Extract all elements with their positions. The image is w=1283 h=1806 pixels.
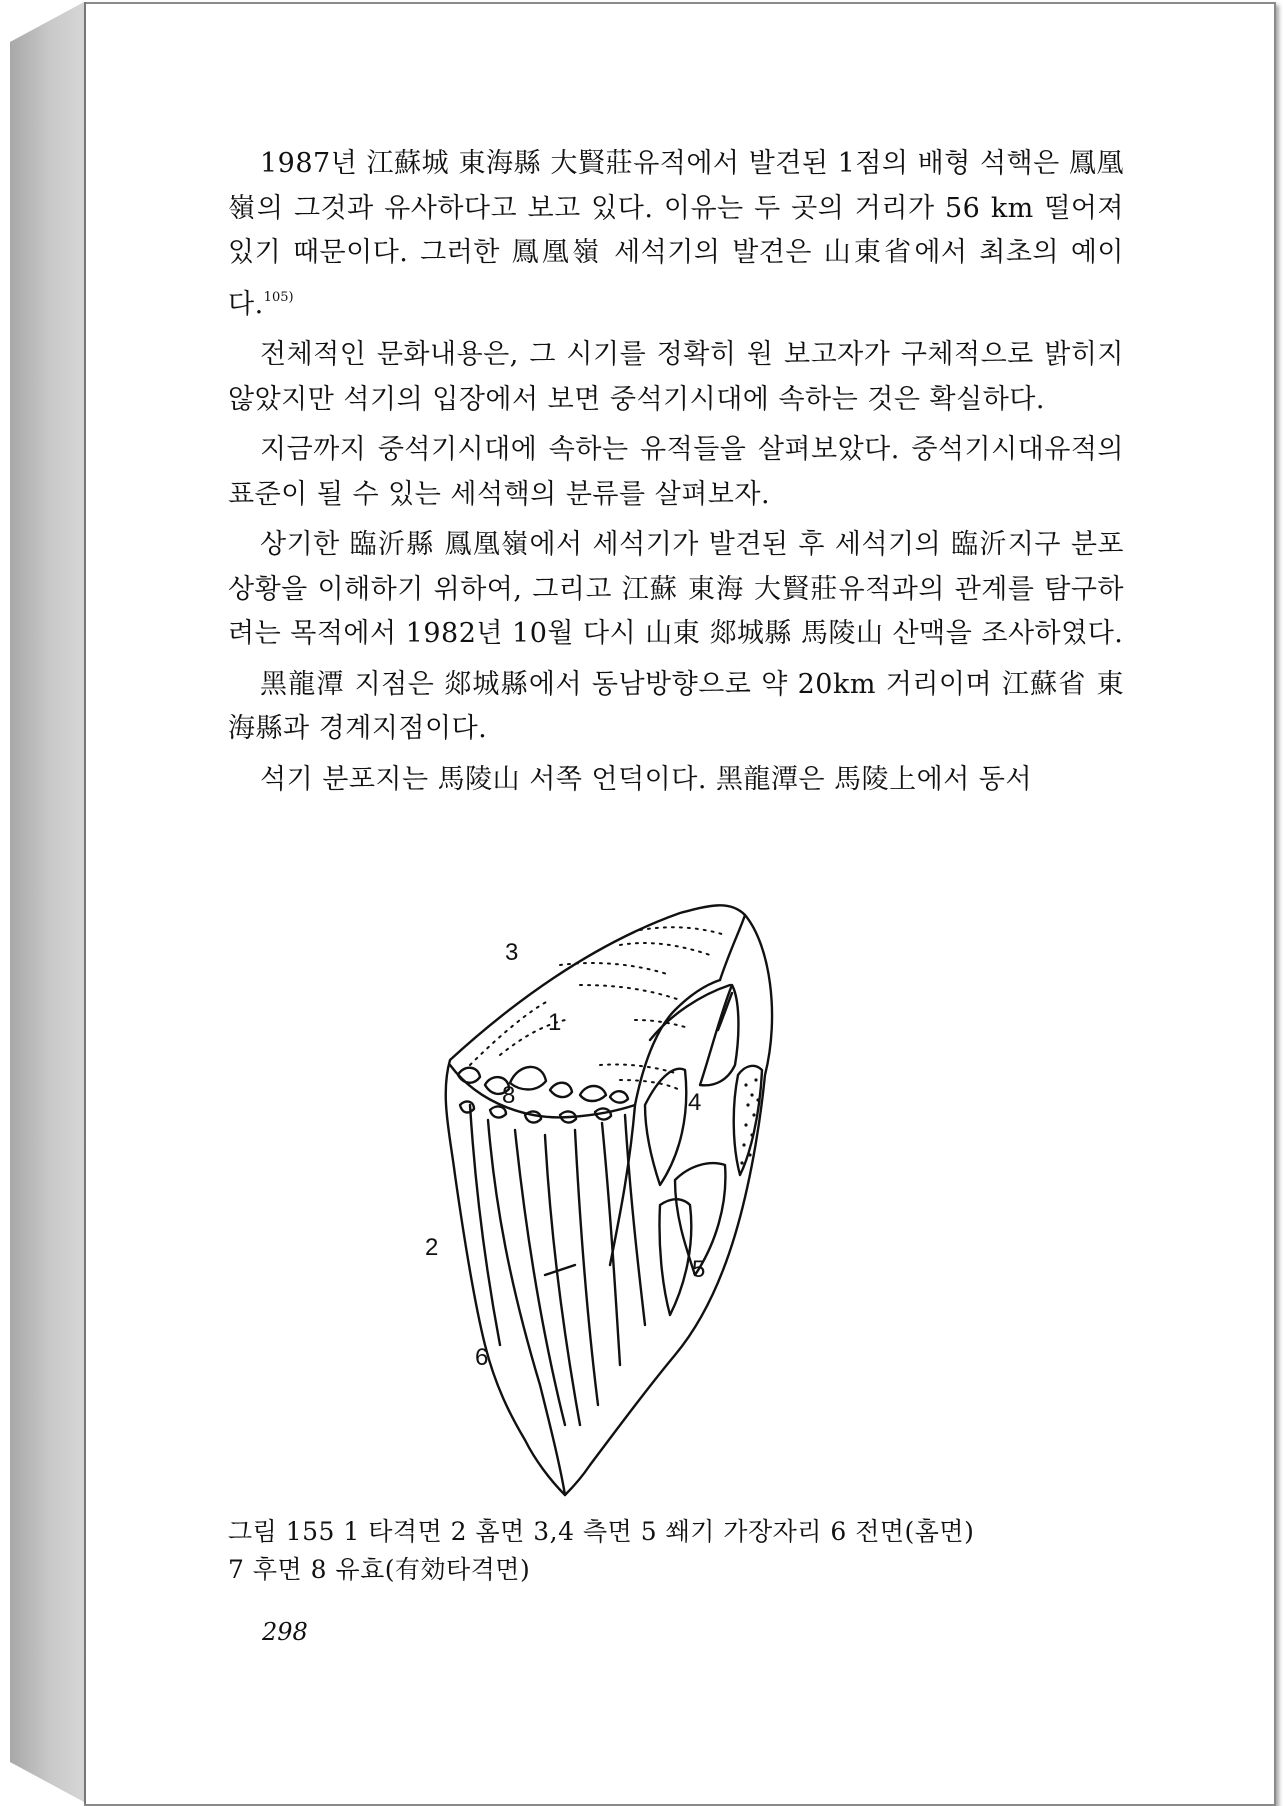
body-text (228, 142, 1124, 808)
paragraph-2: 전체적인 문화내용은, 그 시기를 정확히 원 보고자가 구체적으로 밝히지 않았지만 석기의 입장에서 보면 중석기시대에 속하는 것은 확실하다. (228, 339, 1124, 415)
paragraph-3: 지금까지 중석기시대에 속하는 유적들을 살펴보았다. 중석기시대유적의 표준이 될 수 있는 세석핵의 분류를 살펴보자. (228, 434, 1124, 510)
figure-label-3: 3 (505, 939, 519, 966)
paragraph-1-text: 1987년 江蘇城 東海縣 大賢莊유적에서 발견된 1점의 배형 석핵은 鳳凰嶺의 그것과 유사하다고 보고 있다. 이유는 두 곳의 거리가 56 km 떨어져 있기 때문이다. 그러한 鳳凰嶺 세석기의 발견은 山東省에서 최초의 예이다. (228, 148, 1124, 320)
paragraph-6: 석기 분포지는 馬陵山 서쪽 언덕이다. 黑龍潭은 馬陵上에서 동서 (260, 763, 1033, 795)
figure-label-1: 1 (548, 1009, 562, 1036)
figure-label-5: 5 (692, 1256, 706, 1283)
paragraph-4: 상기한 臨沂縣 鳳凰嶺에서 세석기가 발견된 후 세석기의 臨沂지구 분포상황을 이해하기 위하여, 그리고 江蘇 東海 大賢莊유적과의 관계를 탐구하려는 목적에서 1982년 10월 다시 山東 郯城縣 馬陵山 산맥을 조사하였다. (228, 529, 1124, 649)
figure-label-2: 2 (425, 1234, 439, 1261)
caption-line-1: 그림 155 1 타격면 2 홈면 3,4 측면 5 쐐기 가장자리 6 전면(홈면) (228, 1517, 975, 1546)
figure-label-4: 4 (688, 1089, 702, 1116)
caption-line-2: 7 후면 8 유효(有効타격면) (228, 1555, 531, 1584)
footnote-ref: 105) (263, 289, 294, 305)
figure-label-6: 6 (475, 1344, 489, 1371)
page-edge (84, 2, 86, 1804)
paragraph-1 (228, 142, 1124, 327)
figure-label-8: 8 (502, 1082, 516, 1109)
book-spine (10, 2, 84, 1802)
figure-caption (228, 1513, 1124, 1589)
page-number: 298 (262, 1618, 308, 1646)
paragraph-5: 黑龍潭 지점은 郯城縣에서 동남방향으로 약 20km 거리이며 江蘇省 東海縣과 경계지점이다. (228, 668, 1124, 744)
stone-core-illustration (425, 905, 900, 1505)
